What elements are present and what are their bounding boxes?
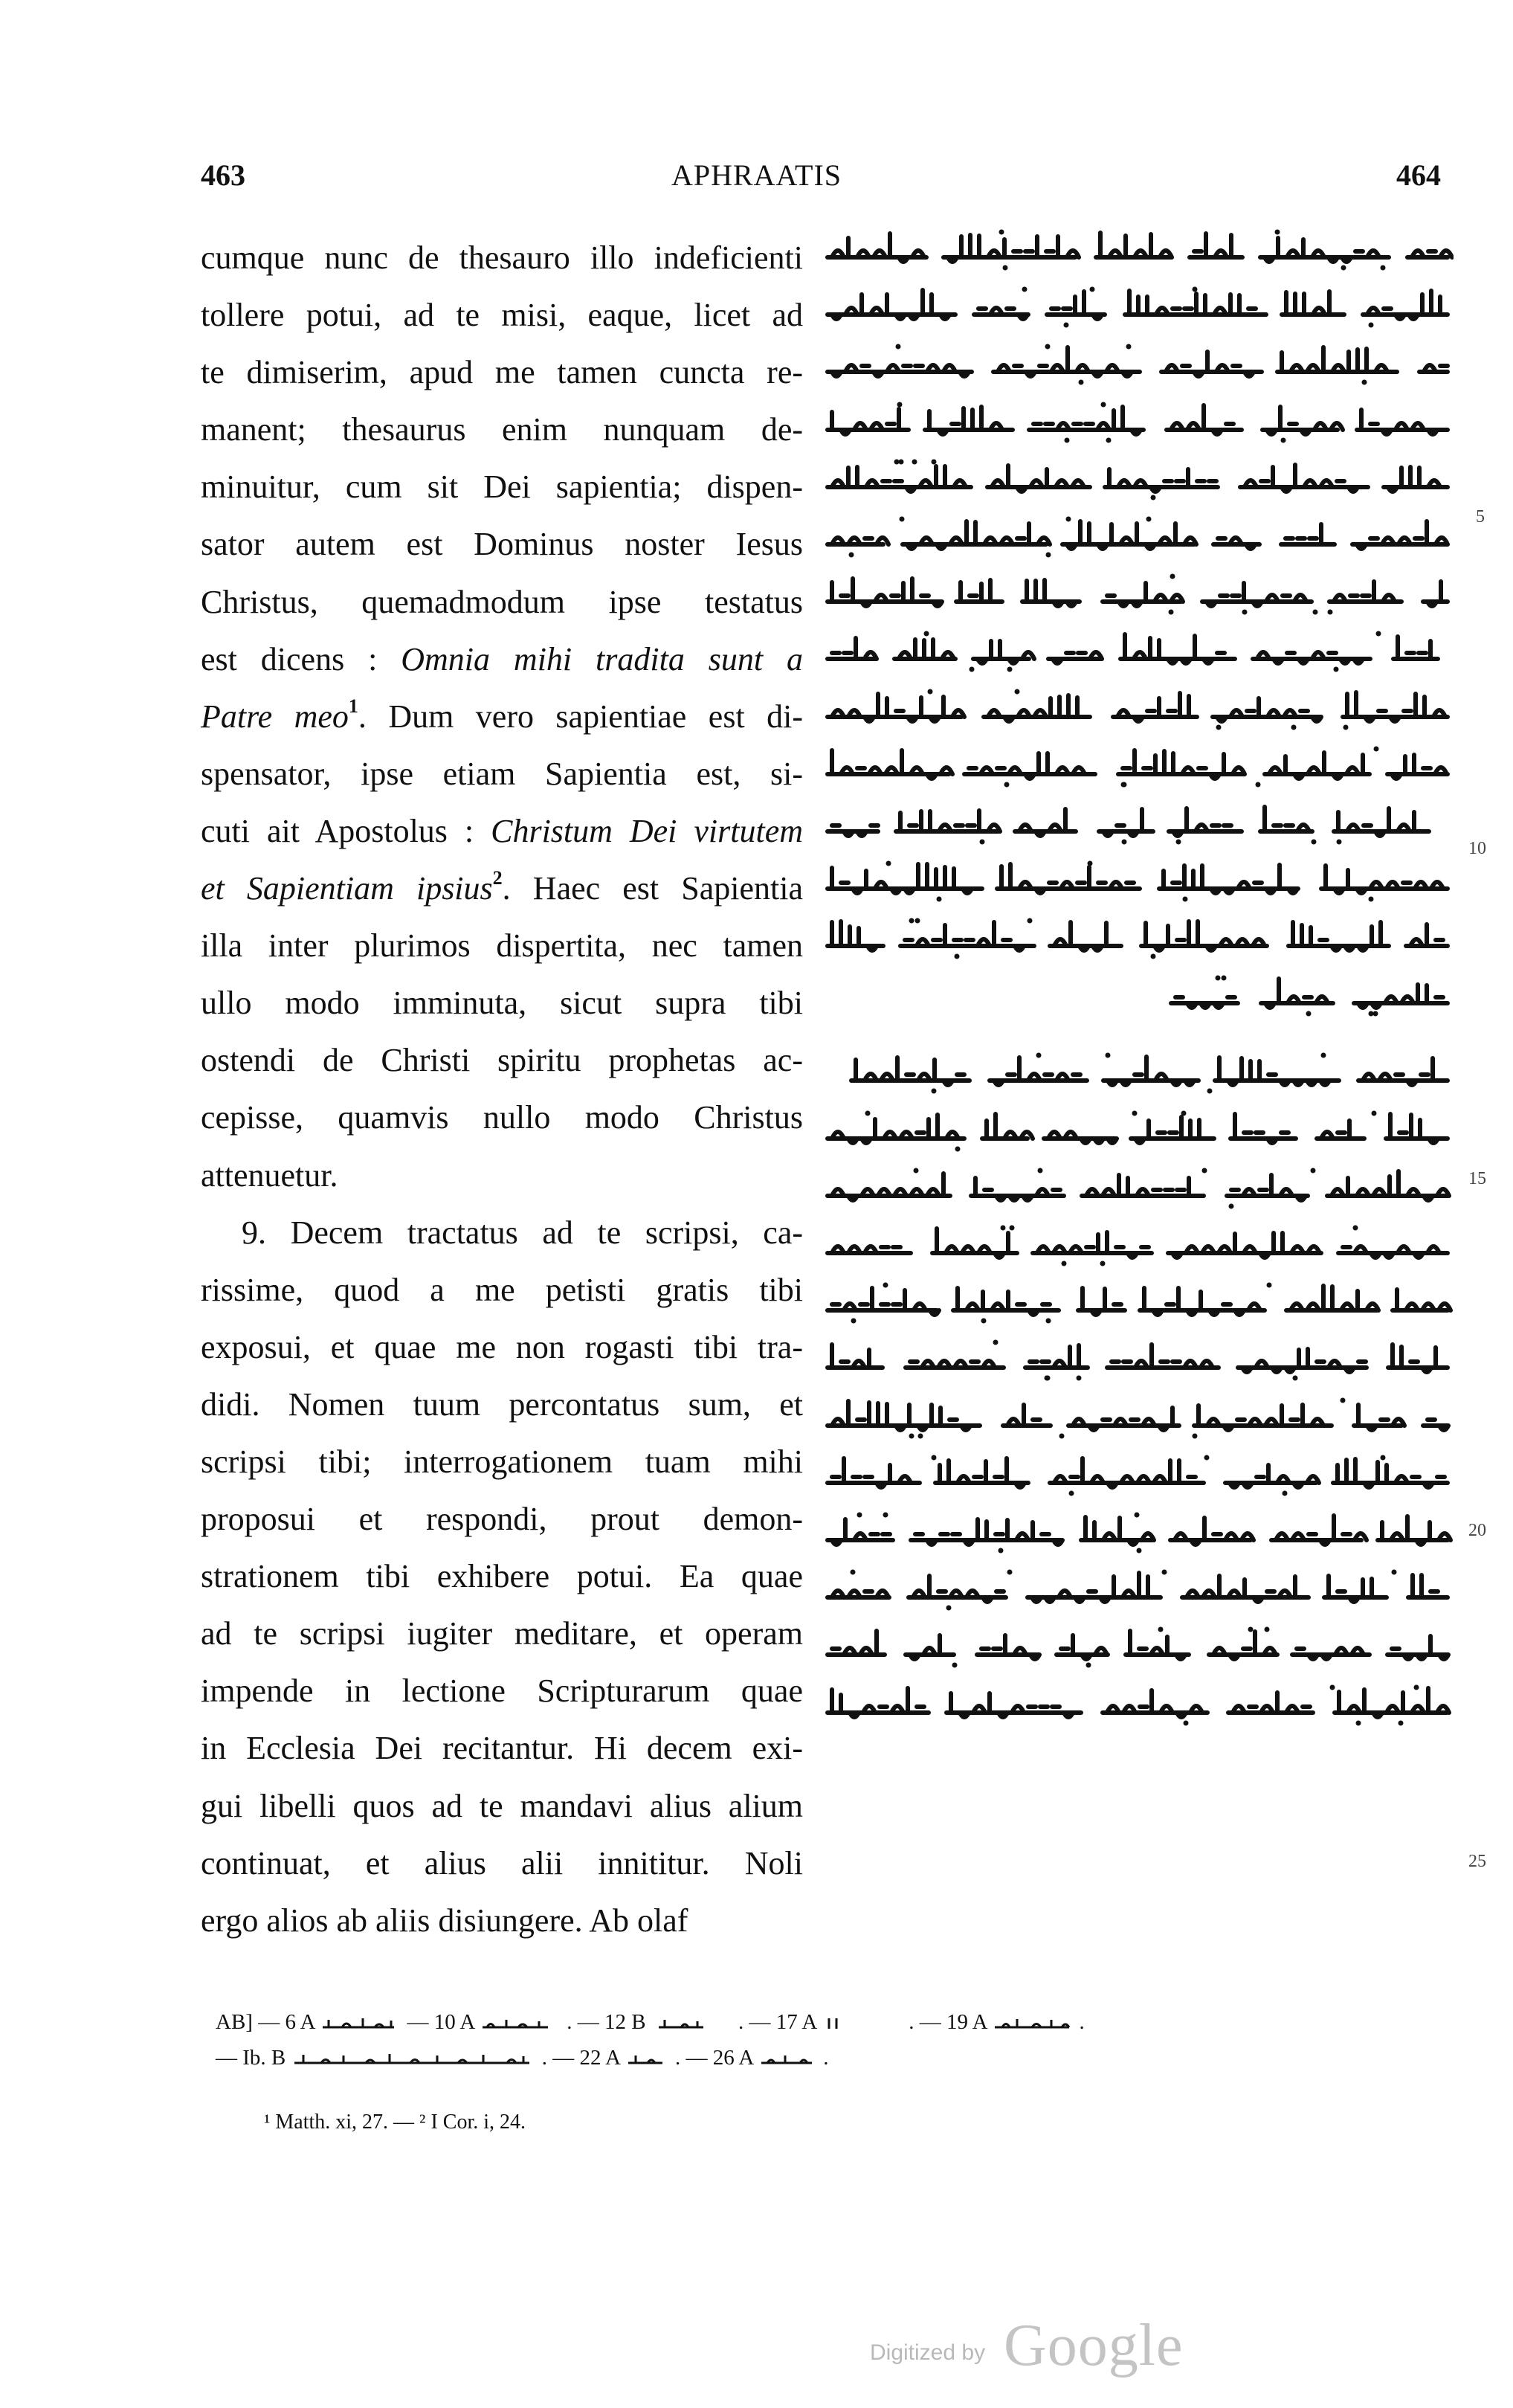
latin-line [201, 802, 803, 860]
footnotes: ¹ Matth. xi, 27. — ² I Cor. i, 24. [264, 2111, 526, 2134]
syriac-script [822, 567, 1454, 619]
latin-line: scripsi tibi; interrogationem tuam mihi [201, 1443, 803, 1480]
latin-line: sator autem est Dominus noster Iesus [201, 526, 803, 563]
syriac-script [822, 969, 1454, 1021]
latin-line: attenuetur. [201, 1156, 338, 1194]
syriac-line [822, 740, 1454, 792]
latin-line: ostendi de Christi spiritu prophetas ac- [201, 1042, 803, 1079]
latin-line: spensator, ipse etiam Sapientia est, si- [201, 755, 803, 792]
latin-line: continuat, et alius alii innititur. Noli [201, 1844, 803, 1881]
syriac-script [822, 854, 1454, 907]
syriac-script [822, 1333, 1454, 1385]
syriac-line [822, 1333, 1454, 1385]
apparatus-text: — 10 A [407, 2010, 474, 2034]
apparatus-text: . — 12 B [567, 2010, 646, 2034]
syriac-line [822, 567, 1454, 619]
syriac-script [822, 683, 1454, 735]
latin-quote: Christum Dei virtutem [491, 812, 803, 849]
latin-line: cepisse, quamvis nullo modo Christus [201, 1099, 803, 1136]
footnote-ref-2: 2 [492, 867, 503, 889]
syriac-variant [320, 2015, 401, 2032]
apparatus-text: AB] — 6 A [216, 2010, 314, 2034]
latin-line: didi. Nomen tuum percontatus sum, et [201, 1385, 803, 1423]
syriac-script [822, 338, 1454, 390]
latin-line: in Ecclesia Dei recitantur. Hi decem exi- [201, 1730, 803, 1767]
line-number-25: 25 [1468, 1852, 1486, 1871]
syriac-variant [758, 2051, 818, 2067]
syriac-line [822, 510, 1454, 562]
syriac-line [822, 1563, 1454, 1615]
apparatus-text: . — 17 A [738, 2010, 816, 2034]
syriac-script [822, 1620, 1454, 1673]
syriac-line [822, 1449, 1454, 1501]
latin-quote: Omnia mihi tradita sunt a [401, 640, 803, 677]
latin-line [201, 860, 803, 917]
latin-line [201, 688, 803, 745]
syriac-script [822, 625, 1454, 677]
apparatus-text: . [1079, 2010, 1085, 2034]
syriac-line [822, 280, 1454, 332]
latin-line: tollere potui, ad te misi, eaque, licet ad [201, 297, 803, 334]
latin-line: Christus, quemadmodum ipse testatus [201, 583, 803, 620]
syriac-script [822, 1162, 1454, 1214]
syriac-script [822, 1449, 1454, 1501]
latin-quote: et Sapientiam ipsius [201, 870, 493, 907]
apparatus-text: . — 22 A [541, 2046, 620, 2070]
syriac-line [822, 453, 1454, 505]
latin-line: impende in lectione Scripturarum quae [201, 1673, 803, 1710]
line-number-5: 5 [1476, 507, 1485, 527]
line-number-10: 10 [1468, 839, 1486, 858]
syriac-line [822, 396, 1454, 448]
syriac-script [822, 1563, 1454, 1615]
syriac-script [822, 1046, 1454, 1098]
latin-line: cumque nunc de thesauro illo indeficienti [201, 239, 803, 276]
syriac-line [822, 683, 1454, 735]
syriac-script [822, 510, 1454, 562]
syriac-line [822, 969, 1454, 1021]
syriac-script [822, 223, 1454, 275]
page-title: APHRAATIS [671, 158, 842, 192]
syriac-script [822, 912, 1454, 964]
syriac-variant [651, 2015, 733, 2032]
apparatus-line [216, 2004, 1465, 2040]
syriac-line [822, 338, 1454, 390]
syriac-line [822, 1162, 1454, 1214]
syriac-line [822, 1276, 1454, 1328]
latin-line [201, 631, 803, 688]
syriac-script [822, 280, 1454, 332]
line-number-15: 15 [1468, 1169, 1486, 1188]
syriac-line [822, 223, 1454, 275]
syriac-line [822, 1620, 1454, 1673]
latin-line: manent; thesaurus enim nunquam de- [201, 411, 803, 448]
latin-text: . Haec est Sapientia [502, 870, 803, 907]
syriac-variant [992, 2015, 1074, 2032]
apparatus-text: . — 19 A [909, 2010, 987, 2034]
page-number-left: 463 [201, 158, 245, 192]
apparatus-line [216, 2040, 1465, 2076]
syriac-line [822, 1046, 1454, 1098]
syriac-script [822, 396, 1454, 448]
syriac-line [822, 912, 1454, 964]
syriac-column [822, 223, 1454, 1736]
syriac-line [822, 1678, 1454, 1731]
syriac-variant [625, 2051, 670, 2067]
syriac-line [822, 1506, 1454, 1558]
syriac-line [822, 854, 1454, 907]
syriac-script [822, 1678, 1454, 1731]
google-logo: Google [1004, 2313, 1184, 2378]
latin-line: exposui, et quae me non rogasti tibi tra- [201, 1328, 803, 1365]
latin-line: ullo modo imminuta, sicut supra tibi [201, 985, 803, 1022]
latin-line: strationem tibi exhibere potui. Ea quae [201, 1558, 803, 1595]
latin-line: rissime, quod a me petisti gratis tibi [201, 1271, 803, 1308]
latin-text: cuti ait Apostolus : [201, 812, 474, 849]
syriac-variant [822, 2015, 903, 2032]
critical-apparatus [216, 2004, 1465, 2076]
latin-line: illa inter plurimos dispertita, nec tamen [201, 927, 803, 965]
syriac-script [822, 1104, 1454, 1156]
syriac-script [822, 1276, 1454, 1328]
page-number-right: 464 [1396, 158, 1441, 192]
latin-line: te dimiserim, apud me tamen cuncta re- [201, 354, 803, 391]
syriac-script [822, 1219, 1454, 1271]
line-number-20: 20 [1468, 1521, 1486, 1540]
latin-line: 9. Decem tractatus ad te scripsi, ca- [242, 1214, 803, 1251]
latin-line: proposui et respondi, prout demon- [201, 1501, 803, 1538]
apparatus-text: . [823, 2046, 829, 2070]
latin-line: minuitur, cum sit Dei sapientia; dispen- [201, 469, 803, 506]
syriac-variant [291, 2051, 537, 2067]
syriac-script [822, 1506, 1454, 1558]
syriac-script [822, 1391, 1454, 1443]
syriac-script [822, 797, 1454, 849]
syriac-line [822, 1391, 1454, 1443]
apparatus-text: — Ib. B [216, 2046, 286, 2070]
syriac-script [822, 740, 1454, 792]
running-head [0, 158, 1513, 202]
latin-column [201, 229, 803, 1949]
syriac-line [822, 797, 1454, 849]
footnote-ref-1: 1 [348, 695, 358, 717]
latin-line: ergo alios ab aliis disiungere. Ab olaf [201, 1902, 688, 1939]
syriac-line [822, 1104, 1454, 1156]
syriac-line [822, 1219, 1454, 1271]
latin-text: est dicens : [201, 640, 378, 677]
watermark-prefix: Digitized by [870, 2340, 986, 2365]
apparatus-text: . — 26 A [675, 2046, 753, 2070]
syriac-variant [480, 2015, 561, 2032]
syriac-script [822, 453, 1454, 505]
syriac-line [822, 625, 1454, 677]
latin-line: ad te scripsi iugiter meditare, et operam [201, 1615, 803, 1652]
latin-quote: Patre meo [201, 698, 349, 735]
latin-line: gui libelli quos ad te mandavi alius alium [201, 1787, 803, 1824]
latin-text: . Dum vero sapientiae est di- [358, 698, 803, 735]
